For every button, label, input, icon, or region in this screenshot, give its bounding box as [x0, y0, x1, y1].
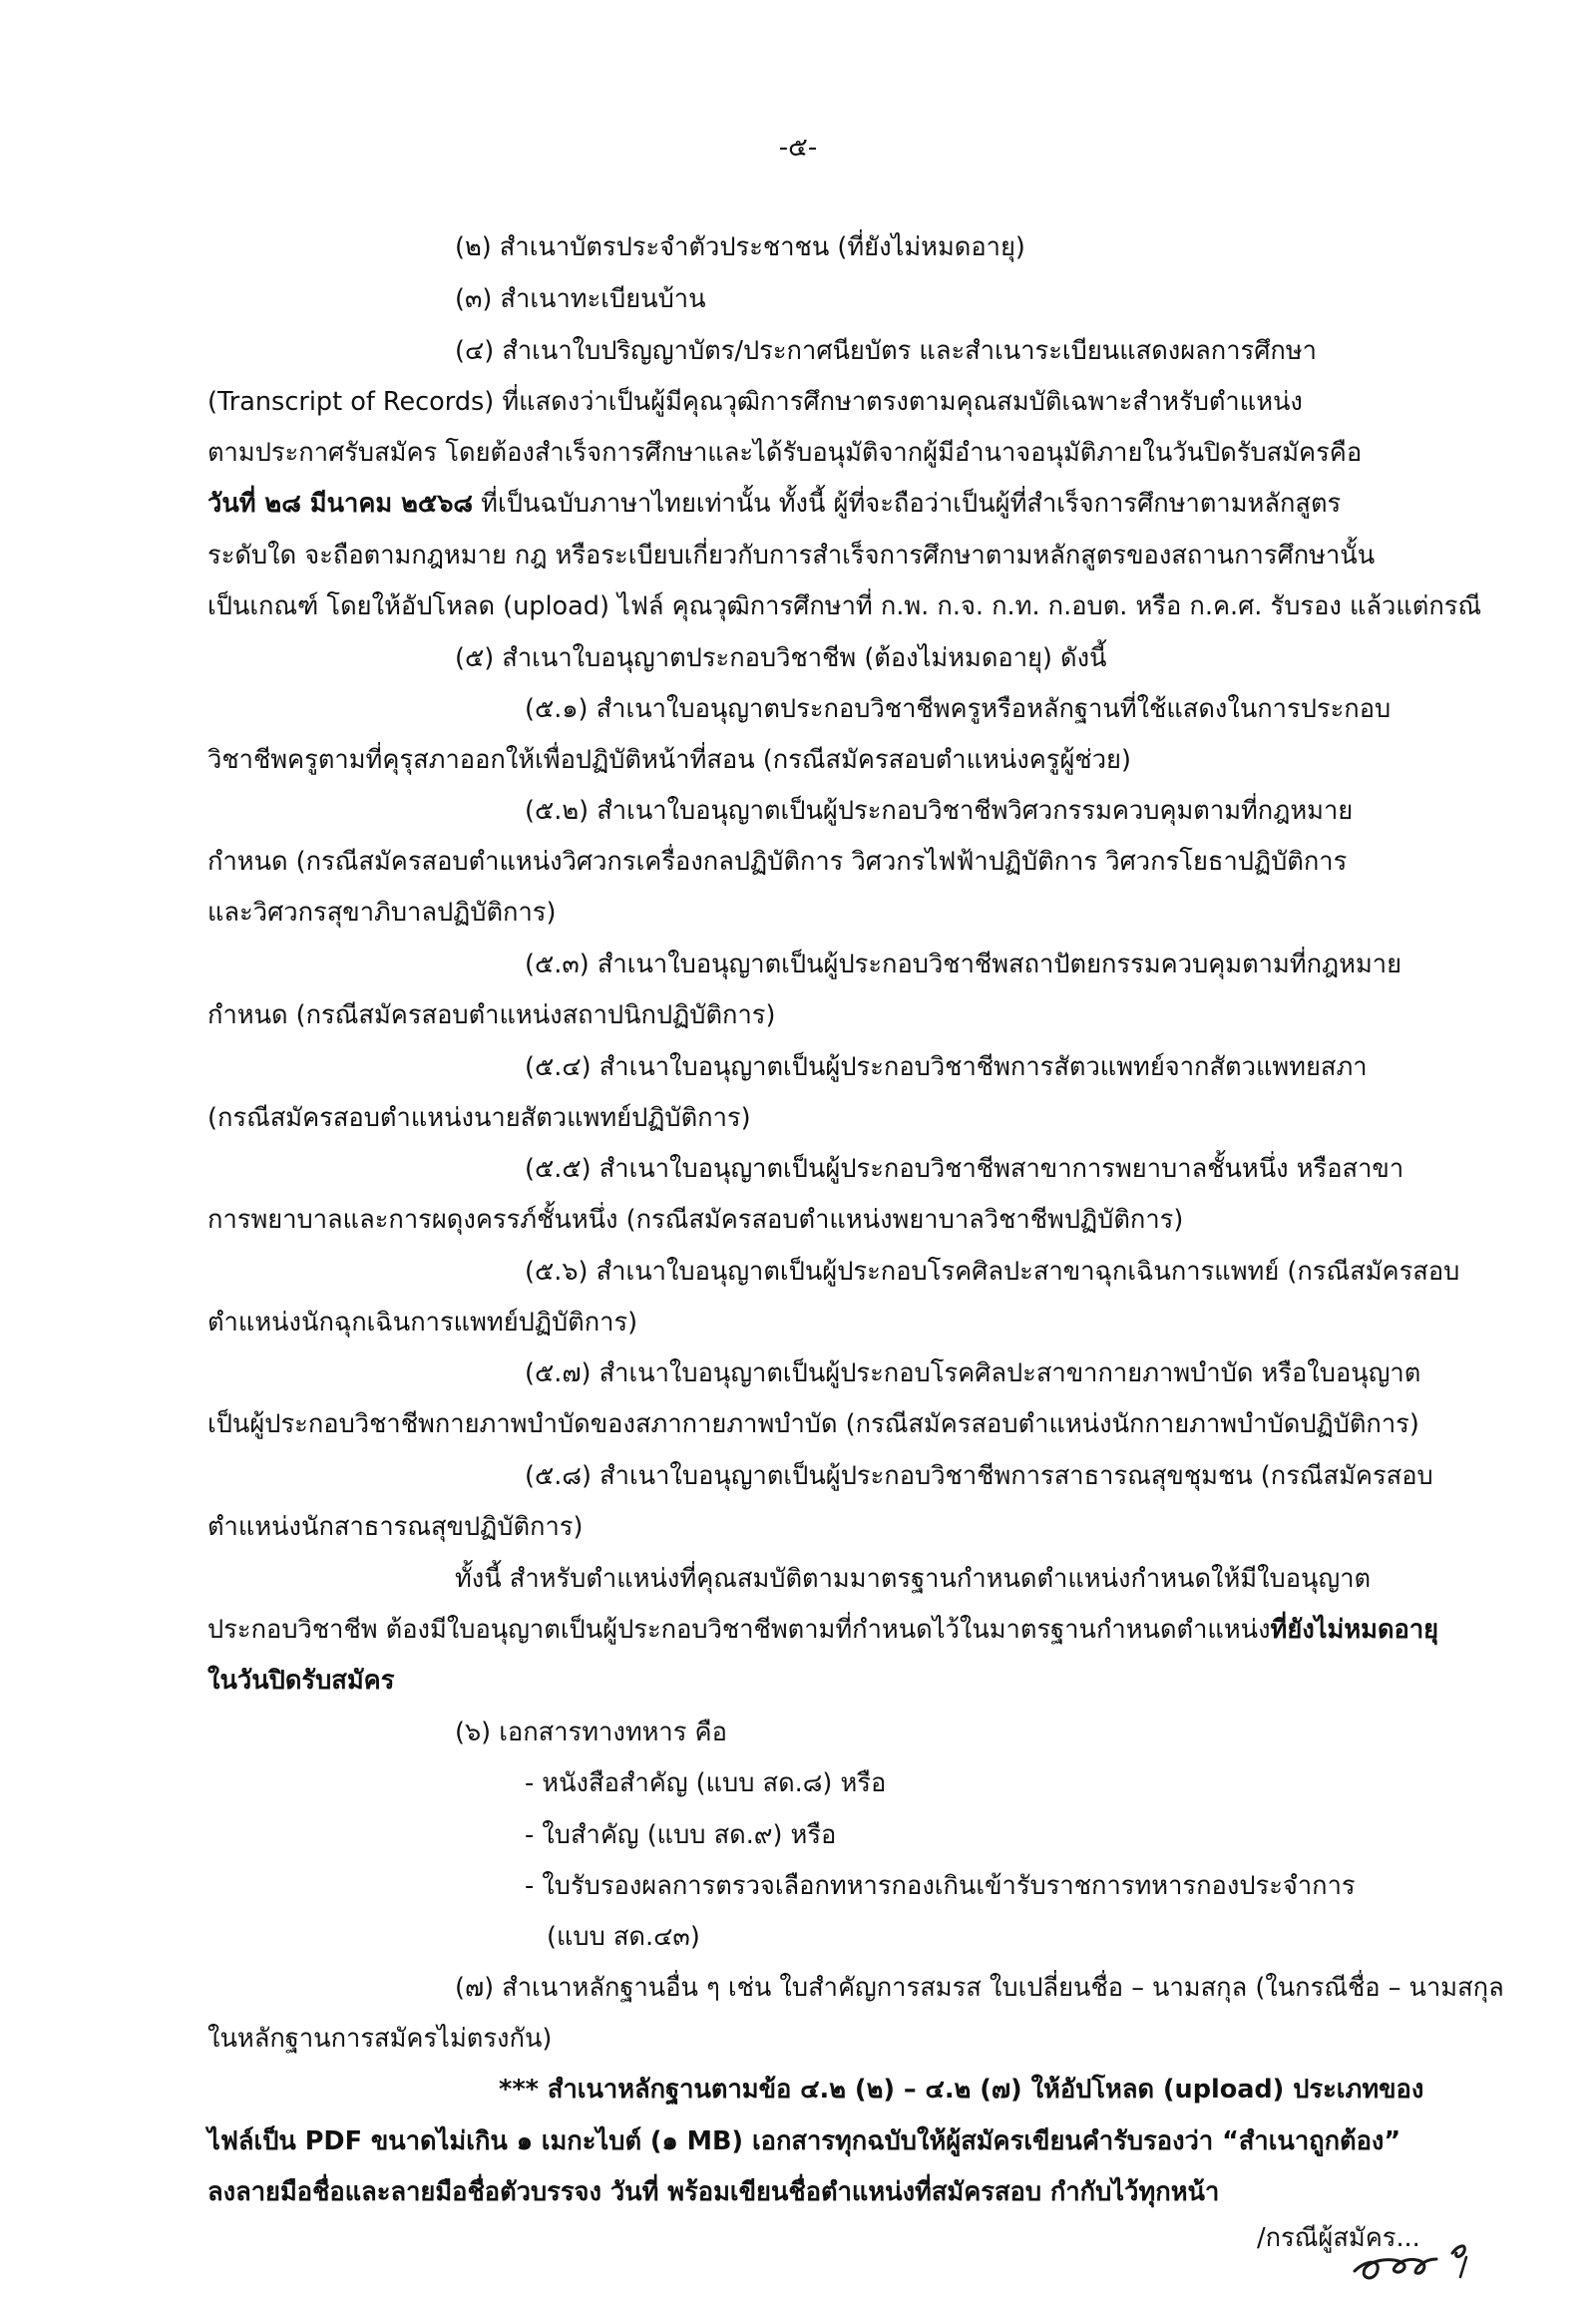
text-line: (๔) สำเนาใบปริญญาบัตร/ประกาศนียบัตร และสำเนาระเบียนแสดงผลการศึกษา: [455, 336, 1317, 366]
text-line: (๒) สำเนาบัตรประจำตัวประชาชน (ที่ยังไม่หมดอายุ): [455, 232, 1025, 262]
text-line: [207, 1610, 1438, 1650]
text-line: ในหลักฐานการสมัครไม่ตรงกัน): [207, 2024, 553, 2054]
bold-text-line: ลงลายมือชื่อและลายมือชื่อตัวบรรจง วันที่ พร้อมเขียนชื่อตำแหน่งที่สมัครสอบ กำกับไว้ทุกหน้า: [207, 2177, 1220, 2207]
bold-text-line: *** สำเนาหลักฐานตามข้อ ๔.๒ (๒) – ๔.๒ (๗) ให้อัปโหลด (upload) ประเภทของ: [499, 2075, 1424, 2105]
text-line: (แบบ สด.๔๓): [547, 1922, 700, 1952]
text-line: (Transcript of Records) ที่แสดงว่าเป็นผู้มีคุณวุฒิการศึกษาตรงตามคุณสมบัติเฉพาะสำหรับตำแหน่ง: [207, 387, 1303, 417]
text-line: และวิศวกรสุขาภิบาลปฏิบัติการ): [207, 898, 557, 928]
list-item: - หนังสือสำคัญ (แบบ สด.๘) หรือ: [525, 1768, 887, 1798]
text-line: (๕.๗) สำเนาใบอนุญาตเป็นผู้ประกอบโรคศิลปะสาขากายภาพบำบัด หรือใบอนุญาต: [525, 1358, 1421, 1388]
text-line: (๓) สำเนาทะเบียนบ้าน: [455, 284, 706, 314]
text-line: ระดับใด จะถือตามกฎหมาย กฎ หรือระเบียบเกี่ยวกับการสำเร็จการศึกษาตามหลักสูตรของสถานการศึกษานั้น: [207, 541, 1376, 571]
text-line: (๕.๕) สำเนาใบอนุญาตเป็นผู้ประกอบวิชาชีพสาขาการพยาบาลชั้นหนึ่ง หรือสาขา: [525, 1154, 1404, 1184]
bold-text: ที่ยังไม่หมดอายุ: [1270, 1615, 1439, 1645]
text-line: ทั้งนี้ สำหรับตำแหน่งที่คุณสมบัติตามมาตรฐานกำหนดตำแหน่งกำหนดให้มีใบอนุญาต: [455, 1564, 1372, 1594]
text-line: เป็นผู้ประกอบวิชาชีพกายภาพบำบัดของสภากายภาพบำบัด (กรณีสมัครสอบตำแหน่งนักกายภาพบำบัดปฏิบัติการ): [207, 1409, 1419, 1439]
text-line: ตามประกาศรับสมัคร โดยต้องสำเร็จการศึกษาและได้รับอนุมัติจากผู้มีอำนาจอนุมัติภายในวันปิดรับสมัครคือ: [207, 438, 1363, 468]
text-line: (๕) สำเนาใบอนุญาตประกอบวิชาชีพ (ต้องไม่หมดอายุ) ดังนี้: [455, 643, 1107, 673]
list-item: - ใบรับรองผลการตรวจเลือกทหารกองเกินเข้ารับราชการทหารกองประจำการ: [525, 1871, 1356, 1901]
bold-text: วันที่ ๒๘ มีนาคม ๒๕๖๘: [207, 489, 474, 519]
text-line: การพยาบาลและการผดุงครรภ์ชั้นหนึ่ง (กรณีสมัครสอบตำแหน่งพยาบาลวิชาชีพปฏิบัติการ): [207, 1205, 1184, 1235]
text-line: (๕.๑) สำเนาใบอนุญาตประกอบวิชาชีพครูหรือหลักฐานที่ใช้แสดงในการประกอบ: [525, 694, 1392, 724]
continuation-note: /กรณีผู้สมัคร...: [1257, 2223, 1420, 2253]
list-item: - ใบสำคัญ (แบบ สด.๙) หรือ: [525, 1820, 837, 1850]
text-line: (๗) สำเนาหลักฐานอื่น ๆ เช่น ใบสำคัญการสมรส ใบเปลี่ยนชื่อ – นามสกุล (ในกรณีชื่อ – นามสกุล: [455, 1973, 1504, 2003]
text-line: ตำแหน่งนักสาธารณสุขปฏิบัติการ): [207, 1512, 584, 1542]
text-line: (๕.๓) สำเนาใบอนุญาตเป็นผู้ประกอบวิชาชีพสถาปัตยกรรมควบคุมตามที่กฎหมาย: [525, 950, 1402, 979]
text-line: (๕.๔) สำเนาใบอนุญาตเป็นผู้ประกอบวิชาชีพการสัตวแพทย์จากสัตวแพทยสภา: [525, 1052, 1368, 1082]
text-line: (๕.๒) สำเนาใบอนุญาตเป็นผู้ประกอบวิชาชีพวิศวกรรมควบคุมตามที่กฎหมาย: [525, 796, 1354, 826]
text-line: วิชาชีพครูตามที่คุรุสภาออกให้เพื่อปฏิบัติหน้าที่สอน (กรณีสมัครสอบตำแหน่งครูผู้ช่วย): [207, 745, 1131, 775]
text: ประกอบวิชาชีพ ต้องมีใบอนุญาตเป็นผู้ประกอบวิชาชีพตามที่กำหนดไว้ในมาตรฐานกำหนดตำแหน่ง: [207, 1615, 1271, 1645]
text: ที่เป็นฉบับภาษาไทยเท่านั้น ทั้งนี้ ผู้ที่จะถือว่าเป็นผู้ที่สำเร็จการศึกษาตามหลักสูตร: [473, 489, 1342, 519]
text-line: (กรณีสมัครสอบตำแหน่งนายสัตวแพทย์ปฏิบัติการ): [207, 1103, 751, 1133]
signature-mark: [1349, 2229, 1478, 2299]
text-line: ตำแหน่งนักฉุกเฉินการแพทย์ปฏิบัติการ): [207, 1308, 638, 1338]
text-line: [207, 484, 1341, 524]
text-line: กำหนด (กรณีสมัครสอบตำแหน่งสถาปนิกปฏิบัติการ): [207, 1000, 776, 1030]
page-number: -๕-: [778, 133, 818, 163]
text-line: (๕.๖) สำเนาใบอนุญาตเป็นผู้ประกอบโรคศิลปะสาขาฉุกเฉินการแพทย์ (กรณีสมัครสอบ: [525, 1257, 1460, 1287]
bold-text-line: ในวันปิดรับสมัคร: [207, 1666, 395, 1696]
text-line: (๕.๘) สำเนาใบอนุญาตเป็นผู้ประกอบวิชาชีพการสาธารณสุขชุมชน (กรณีสมัครสอบ: [525, 1461, 1433, 1491]
bold-text-line: ไฟล์เป็น PDF ขนาดไม่เกิน ๑ เมกะไบต์ (๑ MB) เอกสารทุกฉบับให้ผู้สมัครเขียนคำรับรองว่า “สำเนาถูกต้อง”: [207, 2126, 1401, 2156]
text-line: (๖) เอกสารทางทหาร คือ: [455, 1718, 727, 1747]
text-line: เป็นเกณฑ์ โดยให้อัปโหลด (upload) ไฟล์ คุณวุฒิการศึกษาที่ ก.พ. ก.จ. ก.ท. ก.อบต. หรือ ก.ค.ศ. รับรอง แล้วแต่กรณี: [207, 591, 1482, 621]
text-line: กำหนด (กรณีสมัครสอบตำแหน่งวิศวกรเครื่องกลปฏิบัติการ วิศวกรไฟฟ้าปฏิบัติการ วิศวกรโยธาปฏิบัติการ: [207, 847, 1348, 877]
